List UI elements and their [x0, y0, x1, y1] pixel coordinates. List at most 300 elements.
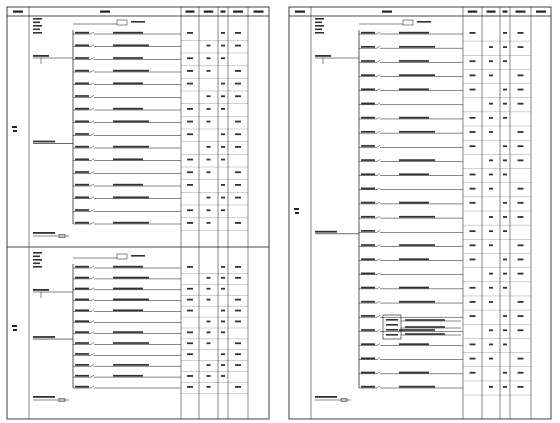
- cell-value-mark: [470, 188, 476, 190]
- sub-panel-label-mark: [386, 334, 398, 336]
- cell-value-mark: [503, 89, 507, 91]
- cable-spec-mark: [399, 74, 435, 76]
- cell-value-mark: [518, 188, 524, 190]
- cell-value-mark: [187, 386, 193, 388]
- source-note-mark: [315, 25, 324, 27]
- breaker-contact: [377, 32, 380, 34]
- spare-label-mark: [33, 232, 55, 234]
- header-label-mark: [487, 11, 496, 13]
- breaker-contact: [377, 46, 380, 48]
- breaker-label-mark: [75, 133, 89, 135]
- source-note-mark: [33, 256, 40, 258]
- cable-spec-mark: [113, 184, 143, 186]
- cable-spec-mark: [399, 343, 429, 345]
- cell-value-mark: [221, 209, 225, 211]
- breaker-contact: [91, 310, 94, 312]
- breaker-contact: [377, 60, 380, 62]
- panel-label-mark: [12, 325, 17, 327]
- breaker-label-mark: [75, 44, 89, 46]
- breaker-label-mark: [75, 146, 89, 148]
- source-note-mark: [315, 32, 324, 34]
- cable-spec-mark: [113, 364, 149, 366]
- cell-value-mark: [489, 60, 493, 62]
- sheet-frame: [289, 7, 551, 419]
- cell-value-mark: [221, 184, 225, 186]
- breaker-label-mark: [75, 196, 89, 198]
- cell-value-mark: [221, 45, 225, 47]
- cell-value-mark: [187, 121, 193, 123]
- cell-value-mark: [489, 131, 493, 133]
- cable-spec-mark: [399, 32, 429, 34]
- header-label-mark: [254, 11, 264, 13]
- breaker-contact: [91, 197, 94, 199]
- cell-value-mark: [235, 32, 241, 34]
- cell-value-mark: [221, 364, 225, 366]
- cable-spec-mark: [399, 287, 429, 289]
- breaker-label-mark: [75, 386, 89, 388]
- cell-value-mark: [221, 83, 225, 85]
- breaker-contact: [91, 146, 94, 148]
- cell-value-mark: [207, 108, 211, 110]
- breaker-contact: [91, 331, 94, 333]
- breaker-contact: [377, 315, 380, 317]
- cable-spec-mark: [399, 386, 435, 388]
- breaker-contact: [91, 159, 94, 161]
- cell-value-mark: [518, 315, 524, 317]
- cell-value-mark: [235, 277, 241, 279]
- header-label-mark: [382, 11, 392, 13]
- cell-value-mark: [489, 188, 493, 190]
- cell-value-mark: [489, 103, 493, 105]
- panel-label-mark: [13, 130, 17, 132]
- cell-value-mark: [518, 103, 524, 105]
- cable-spec-mark: [113, 158, 143, 160]
- cable-spec-mark: [113, 44, 149, 46]
- meter-box: [117, 254, 127, 259]
- cell-value-mark: [221, 108, 225, 110]
- cell-value-mark: [235, 83, 241, 85]
- sheet-frame: [7, 7, 269, 419]
- breaker-label-mark: [75, 364, 89, 366]
- breaker-contact: [91, 386, 94, 388]
- breaker-contact: [91, 133, 94, 135]
- breaker-label-mark: [75, 309, 89, 311]
- cable-spec-mark: [399, 372, 429, 374]
- source-note-mark: [33, 18, 42, 20]
- cell-value-mark: [470, 301, 476, 303]
- cell-value-mark: [187, 171, 193, 173]
- breaker-label-mark: [361, 145, 375, 147]
- cell-value-mark: [187, 299, 193, 301]
- cell-value-mark: [235, 342, 241, 344]
- breaker-label-mark: [75, 342, 89, 344]
- cell-value-mark: [235, 171, 241, 173]
- cell-value-mark: [503, 145, 507, 147]
- cable-spec-mark: [399, 301, 435, 303]
- breaker-label-mark: [75, 158, 89, 160]
- cell-value-mark: [207, 386, 211, 388]
- cell-value-mark: [470, 358, 476, 360]
- cell-value-mark: [503, 117, 507, 119]
- breaker-contact: [91, 108, 94, 110]
- cell-value-mark: [235, 146, 241, 148]
- spare-label-mark: [315, 396, 337, 398]
- breaker-contact: [377, 287, 380, 289]
- breaker-label-mark: [361, 343, 375, 345]
- cell-value-mark: [470, 372, 476, 374]
- breaker-contact: [377, 188, 380, 190]
- cell-value-mark: [503, 344, 507, 346]
- cell-value-mark: [221, 57, 225, 59]
- breaker-contact: [91, 277, 94, 279]
- cable-spec-mark: [113, 222, 149, 224]
- breaker-label-mark: [361, 159, 375, 161]
- breaker-label-mark: [75, 82, 89, 84]
- cell-value-mark: [207, 375, 211, 377]
- breaker-contact: [91, 83, 94, 85]
- breaker-contact: [377, 145, 380, 147]
- cell-value-mark: [503, 315, 507, 317]
- cell-value-mark: [518, 301, 524, 303]
- cell-value-mark: [489, 216, 493, 218]
- cell-value-mark: [518, 329, 524, 331]
- cell-value-mark: [235, 70, 241, 72]
- sub-panel-label-mark: [386, 324, 398, 326]
- source-note-mark: [315, 22, 322, 24]
- breaker-contact: [91, 321, 94, 323]
- breaker-label-mark: [75, 57, 89, 59]
- cell-value-mark: [518, 216, 524, 218]
- cell-value-mark: [207, 45, 211, 47]
- cell-value-mark: [187, 310, 193, 312]
- cell-value-mark: [470, 89, 476, 91]
- cell-value-mark: [207, 364, 211, 366]
- cell-value-mark: [470, 174, 476, 176]
- source-note-mark: [33, 29, 40, 31]
- cable-spec-mark: [113, 120, 149, 122]
- sub-panel-spec-mark: [405, 319, 445, 321]
- cell-value-mark: [235, 364, 241, 366]
- breaker-contact: [377, 358, 380, 360]
- header-label-mark: [295, 11, 305, 13]
- cell-value-mark: [221, 95, 225, 97]
- cable-spec-mark: [113, 299, 149, 301]
- cell-value-mark: [489, 230, 493, 232]
- cable-spec-mark: [399, 173, 429, 175]
- breaker-label-mark: [361, 103, 375, 105]
- breaker-contact: [377, 103, 380, 105]
- cell-value-mark: [187, 222, 193, 224]
- breaker-label-mark: [75, 277, 89, 279]
- breaker-contact: [377, 273, 380, 275]
- cell-value-mark: [470, 74, 476, 76]
- breaker-contact: [377, 74, 380, 76]
- breaker-label-mark: [361, 230, 375, 232]
- cable-spec-mark: [113, 82, 143, 84]
- cell-value-mark: [489, 344, 493, 346]
- header-label-mark: [503, 11, 508, 13]
- cell-value-mark: [221, 321, 225, 323]
- cell-value-mark: [503, 259, 507, 261]
- cell-value-mark: [187, 353, 193, 355]
- cell-value-mark: [187, 184, 193, 186]
- feeder-label-mark: [33, 55, 49, 57]
- cell-value-mark: [470, 344, 476, 346]
- cell-value-mark: [518, 131, 524, 133]
- breaker-label-mark: [361, 273, 375, 275]
- header-label-mark: [233, 11, 243, 13]
- cell-value-mark: [187, 375, 193, 377]
- breaker-contact: [377, 259, 380, 261]
- cell-value-mark: [235, 197, 241, 199]
- cell-value-mark: [221, 159, 225, 161]
- breaker-contact: [377, 344, 380, 346]
- breaker-contact: [91, 364, 94, 366]
- source-note-mark: [33, 32, 42, 34]
- cell-value-mark: [503, 103, 507, 105]
- cell-value-mark: [489, 159, 493, 161]
- meter-label-mark: [417, 21, 431, 23]
- cable-spec-mark: [113, 331, 143, 333]
- spare-label-mark: [33, 396, 55, 398]
- cell-value-mark: [207, 331, 211, 333]
- cell-value-mark: [518, 89, 524, 91]
- breaker-contact: [91, 266, 94, 268]
- cable-spec-mark: [113, 288, 143, 290]
- cable-spec-mark: [399, 159, 435, 161]
- cell-value-mark: [470, 230, 476, 232]
- cell-value-mark: [518, 46, 524, 48]
- cell-value-mark: [221, 375, 225, 377]
- cell-value-mark: [187, 32, 193, 34]
- breaker-label-mark: [361, 372, 375, 374]
- breaker-contact: [91, 353, 94, 355]
- cell-value-mark: [221, 32, 225, 34]
- breaker-contact: [91, 184, 94, 186]
- source-note-mark: [33, 266, 42, 268]
- cell-value-mark: [207, 299, 211, 301]
- breaker-contact: [377, 117, 380, 119]
- feeder-label-mark: [315, 55, 331, 57]
- header-label-mark: [186, 11, 195, 13]
- cell-value-mark: [518, 74, 524, 76]
- breaker-contact: [91, 209, 94, 211]
- cable-spec-mark: [113, 70, 149, 72]
- breaker-label-mark: [75, 184, 89, 186]
- meter-box: [117, 20, 127, 25]
- sub-panel-label-mark: [386, 319, 398, 321]
- cell-value-mark: [518, 244, 524, 246]
- meter-box: [403, 20, 413, 25]
- cell-value-mark: [518, 32, 524, 34]
- breaker-label-mark: [361, 301, 375, 303]
- breaker-label-mark: [361, 46, 375, 48]
- cell-value-mark: [235, 266, 241, 268]
- cell-value-mark: [235, 321, 241, 323]
- cell-value-mark: [235, 121, 241, 123]
- cell-value-mark: [489, 386, 493, 388]
- source-note-mark: [33, 252, 42, 254]
- breaker-label-mark: [361, 357, 375, 359]
- cell-value-mark: [187, 331, 193, 333]
- breaker-contact: [91, 32, 94, 34]
- breaker-label-mark: [361, 258, 375, 260]
- cell-value-mark: [187, 288, 193, 290]
- cell-value-mark: [207, 197, 211, 199]
- feeder-label-mark: [33, 141, 55, 143]
- cable-spec-mark: [113, 146, 149, 148]
- breaker-label-mark: [75, 209, 89, 211]
- cell-value-mark: [503, 386, 507, 388]
- cell-value-mark: [518, 386, 524, 388]
- breaker-contact: [377, 372, 380, 374]
- header-label-mark: [221, 11, 226, 13]
- breaker-label-mark: [361, 244, 375, 246]
- cell-value-mark: [235, 310, 241, 312]
- breaker-label-mark: [361, 188, 375, 190]
- header-label-mark: [100, 11, 110, 13]
- breaker-contact: [91, 288, 94, 290]
- cell-value-mark: [518, 159, 524, 161]
- cell-value-mark: [470, 315, 476, 317]
- cable-spec-mark: [399, 244, 435, 246]
- breaker-contact: [91, 70, 94, 72]
- cable-spec-mark: [113, 342, 149, 344]
- breaker-label-mark: [361, 32, 375, 34]
- breaker-label-mark: [75, 331, 89, 333]
- cell-value-mark: [489, 287, 493, 289]
- cell-value-mark: [207, 209, 211, 211]
- right-schedule-sheet: [289, 7, 551, 419]
- meter-label-mark: [131, 21, 145, 23]
- breaker-contact: [91, 375, 94, 377]
- sub-panel-label-mark: [386, 329, 398, 331]
- cell-value-mark: [207, 171, 211, 173]
- cell-value-mark: [207, 95, 211, 97]
- cable-spec-mark: [399, 60, 429, 62]
- breaker-label-mark: [75, 299, 89, 301]
- cell-value-mark: [470, 244, 476, 246]
- cell-value-mark: [489, 244, 493, 246]
- cell-value-mark: [221, 266, 225, 268]
- breaker-label-mark: [75, 120, 89, 122]
- cell-value-mark: [187, 57, 193, 59]
- cell-value-mark: [470, 117, 476, 119]
- cell-value-mark: [518, 202, 524, 204]
- source-note-mark: [315, 29, 322, 31]
- breaker-contact: [91, 171, 94, 173]
- cell-value-mark: [221, 277, 225, 279]
- breaker-label-mark: [75, 70, 89, 72]
- source-note-mark: [33, 259, 42, 261]
- breaker-contact: [377, 202, 380, 204]
- header-label-mark: [468, 11, 478, 13]
- source-note-mark: [33, 25, 42, 27]
- cell-value-mark: [207, 288, 211, 290]
- breaker-label-mark: [361, 117, 375, 119]
- breaker-label-mark: [75, 375, 89, 377]
- cell-value-mark: [207, 277, 211, 279]
- cell-value-mark: [503, 202, 507, 204]
- feeder-label-mark: [33, 336, 55, 338]
- cell-value-mark: [503, 329, 507, 331]
- cell-value-mark: [235, 45, 241, 47]
- cell-value-mark: [470, 60, 476, 62]
- sub-panel-spec-mark: [405, 326, 445, 328]
- cable-spec-mark: [399, 117, 429, 119]
- panel-label-mark: [13, 329, 17, 331]
- cell-value-mark: [503, 273, 507, 275]
- cell-value-mark: [187, 342, 193, 344]
- breaker-contact: [91, 121, 94, 123]
- breaker-label-mark: [75, 95, 89, 97]
- cable-spec-mark: [113, 57, 143, 59]
- cell-value-mark: [235, 386, 241, 388]
- cell-value-mark: [221, 133, 225, 135]
- breaker-contact: [377, 216, 380, 218]
- breaker-label-mark: [361, 329, 375, 331]
- breaker-contact: [91, 222, 94, 224]
- cell-value-mark: [221, 197, 225, 199]
- breaker-contact: [377, 244, 380, 246]
- cell-value-mark: [187, 108, 193, 110]
- cable-spec-mark: [113, 277, 149, 279]
- breaker-label-mark: [75, 32, 89, 34]
- cell-value-mark: [470, 32, 476, 34]
- breaker-label-mark: [75, 288, 89, 290]
- meter-label-mark: [131, 255, 145, 257]
- cell-value-mark: [221, 331, 225, 333]
- source-note-mark: [315, 18, 324, 20]
- cell-value-mark: [207, 70, 211, 72]
- cable-spec-mark: [399, 202, 429, 204]
- breaker-label-mark: [75, 353, 89, 355]
- cell-value-mark: [235, 222, 241, 224]
- cable-spec-mark: [399, 88, 429, 90]
- cable-spec-mark: [113, 309, 143, 311]
- cable-spec-mark: [399, 258, 429, 260]
- breaker-label-mark: [75, 222, 89, 224]
- cell-value-mark: [207, 321, 211, 323]
- breaker-label-mark: [361, 202, 375, 204]
- breaker-label-mark: [75, 320, 89, 322]
- breaker-contact: [377, 174, 380, 176]
- cell-value-mark: [489, 117, 493, 119]
- breaker-contact: [377, 301, 380, 303]
- cell-value-mark: [235, 299, 241, 301]
- cable-spec-mark: [399, 131, 435, 133]
- cable-spec-mark: [399, 216, 435, 218]
- cable-spec-mark: [113, 375, 143, 377]
- feeder-label-mark: [33, 289, 49, 291]
- cell-value-mark: [207, 121, 211, 123]
- header-label-mark: [13, 11, 23, 13]
- breaker-contact: [377, 131, 380, 133]
- cell-value-mark: [187, 70, 193, 72]
- cell-value-mark: [489, 174, 493, 176]
- breaker-label-mark: [361, 287, 375, 289]
- cell-value-mark: [489, 273, 493, 275]
- panel-label-mark: [12, 126, 17, 128]
- breaker-contact: [91, 95, 94, 97]
- cell-value-mark: [503, 287, 507, 289]
- cell-value-mark: [518, 372, 524, 374]
- breaker-label-mark: [361, 131, 375, 133]
- cell-value-mark: [518, 259, 524, 261]
- cell-value-mark: [187, 209, 193, 211]
- cell-value-mark: [207, 159, 211, 161]
- header-label-mark: [516, 11, 526, 13]
